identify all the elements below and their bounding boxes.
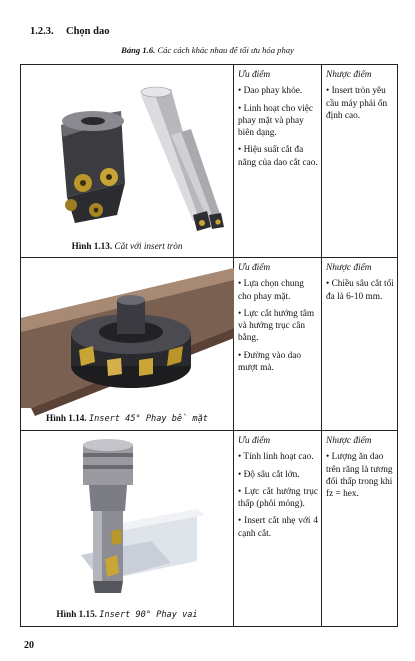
figure-cell <box>21 431 234 627</box>
figure-cell <box>21 258 234 431</box>
figure-caption <box>21 413 233 424</box>
advantage-item: • Linh hoạt cho việc phay mặt và phay biên dạng. <box>238 103 314 139</box>
section-heading <box>30 26 109 37</box>
page-number: 20 <box>24 640 34 651</box>
table-row <box>21 65 398 258</box>
figure-cell <box>21 65 234 258</box>
disadvantages-cell <box>322 431 398 627</box>
figure-caption <box>21 241 233 251</box>
advantage-item: • Dao phay khỏe. <box>238 86 303 97</box>
figure-label: Hình 1.14. <box>46 413 87 423</box>
section-title: Chọn dao <box>66 26 110 37</box>
advantage-item: • Độ sâu cắt lớn. <box>238 469 300 480</box>
advantage-item: • Hiệu suất cắt đa năng của dao cắt cao. <box>238 145 318 168</box>
advantages-header: Ưu điểm <box>238 436 271 446</box>
advantage-item: • Insert cắt nhẹ với 4 cạnh cắt. <box>238 516 318 539</box>
advantages-header: Ưu điểm <box>238 263 271 273</box>
disadvantage-item: • Lượng ăn dao trên răng là tương đối thấp trong khi fz = hex. <box>326 452 393 500</box>
figure-caption <box>21 609 233 620</box>
table-caption-text: Các cách khác nhau để tối ưu hóa phay <box>157 45 294 55</box>
figure-text: Insert 45° Phay bề mặt <box>88 414 208 424</box>
figure-text: Cắt với insert tròn <box>114 241 183 251</box>
figure-text: Insert 90° Phay vai <box>99 610 198 620</box>
figure-label: Hình 1.15. <box>56 609 97 619</box>
disadvantages-header: Nhược điểm <box>326 263 372 273</box>
advantages-cell <box>234 65 322 258</box>
shoulder-mill-image <box>21 431 234 627</box>
table-caption-label: Bảng 1.6. <box>121 45 156 55</box>
advantages-cell <box>234 258 322 431</box>
table-caption <box>0 45 415 55</box>
advantage-item: • Tính linh hoạt cao. <box>238 452 314 463</box>
figure-label: Hình 1.13. <box>71 241 113 251</box>
disadvantages-header: Nhược điểm <box>326 436 372 446</box>
disadvantage-item: • Insert tròn yêu cầu máy phải ổn định cao. <box>326 86 388 121</box>
table-row <box>21 258 398 431</box>
advantage-item: • Lực cắt hướng tâm và hướng trục cân bằng. <box>238 308 315 344</box>
disadvantages-header: Nhược điểm <box>326 70 372 80</box>
section-number: 1.2.3. <box>30 26 54 37</box>
advantages-header: Ưu điểm <box>238 70 271 80</box>
advantages-cell <box>234 431 322 627</box>
advantage-item: • Đường vào dao mượt mà. <box>238 350 302 373</box>
disadvantages-cell <box>322 65 398 258</box>
face-mill-image <box>21 258 234 431</box>
table-row <box>21 431 398 627</box>
advantage-item: • Lực cắt hướng trục thấp (phôi mỏng). <box>238 486 318 510</box>
disadvantages-cell <box>322 258 398 431</box>
advantage-item: • Lựa chọn chung cho phay mặt. <box>238 279 304 302</box>
round-insert-cutter-image <box>21 65 234 258</box>
disadvantage-item: • Chiều sâu cắt tối đa là 6-10 mm. <box>326 279 394 302</box>
comparison-table <box>20 64 398 627</box>
